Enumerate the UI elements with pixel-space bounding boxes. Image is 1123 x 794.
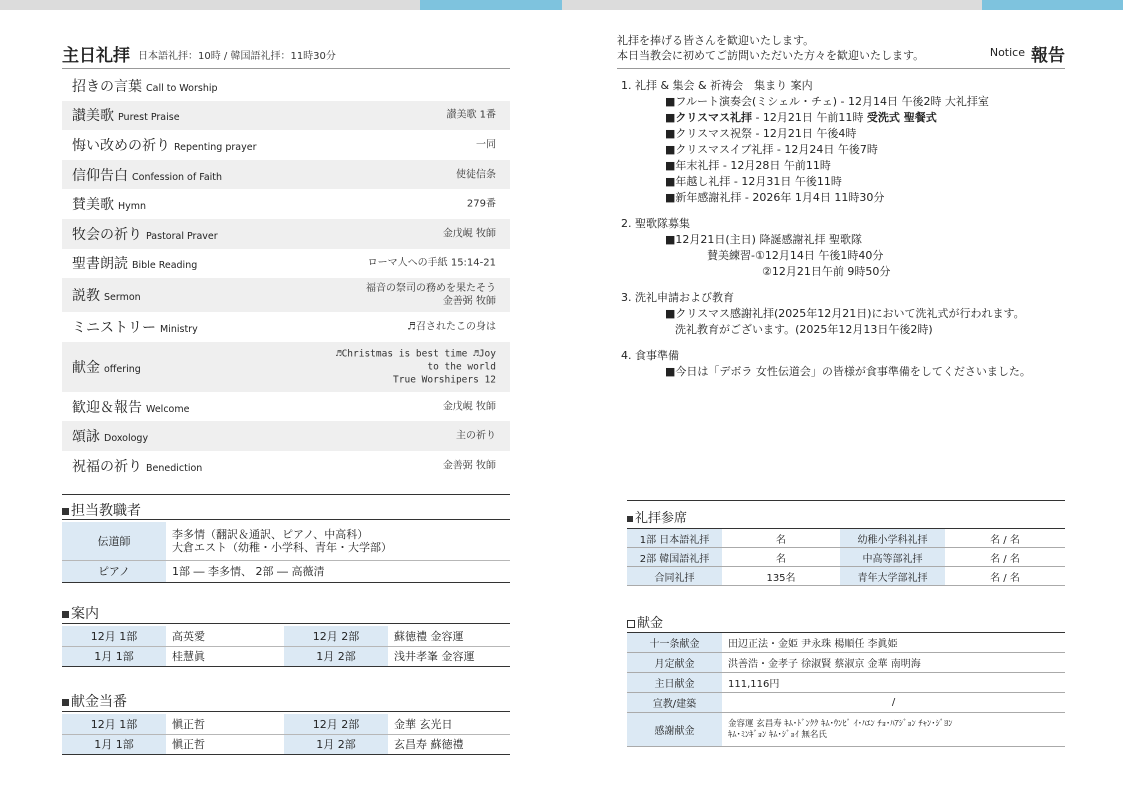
table-row: 宣教/建築 / <box>627 693 1065 713</box>
notice-1: 1. 礼拝 & 集会 & 祈祷会 集まり 案内 ■フルート演奏会(ミシェル・チェ) - 12月14日 午後2時 大礼拝室 ■クリスマス礼拝 - 12月21日 午前11時 受洗式 聖餐式 ■クリスマス祝祭 - 12月21日 午後4時 ■クリスマスイブ礼拝 - 12月24日 午後7時 ■年末礼拝 - 12月28日 午前11時 ■年越し礼拝 - 12月31日 午後11時 ■新年感謝礼拝 - 2026年 1月4日 11時30分 <box>621 78 1065 206</box>
notice-header <box>617 30 1065 69</box>
order-row: 牧会の祈り Pastoral Praver 金戊峴 牧師 <box>62 219 510 249</box>
table-row: 感謝献金 金容運 玄昌寿 ｷﾑ･ﾄﾞﾝｸｸ ｷﾑ･ｳﾝﾋﾞ ｲ･ﾊｴﾝ ﾁｮ･ﾊｱｼﾞｮﾝ ﾁｬﾝ･ｼﾞﾖﾝ ｷﾑ･ﾐﾝｷﾞｮﾝ ｷﾑ･ｼﾞｮｲ 無名氏 <box>627 713 1065 747</box>
list-item: ■新年感謝礼拝 - 2026年 1月4日 11時30分 <box>665 191 885 204</box>
order-header <box>62 38 510 69</box>
table-row: 12月 1部 高英愛 12月 2部 蘇徳禮 金容運 <box>62 626 510 646</box>
guide-table <box>62 626 510 667</box>
top-bar-right <box>562 0 1123 10</box>
notices <box>621 78 1065 390</box>
table-row: 月定献金 洪善浩・金孝子 徐淑賢 蔡淑京 金華 南明海 <box>627 653 1065 673</box>
order-row: 献金 offering ♬Christmas is best time ♬Joy to the world True Worshipers 12 <box>62 342 510 392</box>
order-row: ミニストリー Ministry ♬召されたこの身は <box>72 319 496 336</box>
order-row: 歓迎＆報告 Welcome 金戊峴 牧師 <box>72 399 496 416</box>
table-row: 十一条献金 田辺正法・金姫 尹永珠 楊順任 李眞姫 <box>627 633 1065 653</box>
order-row: 聖書朗読 Bible Reading ローマ人への手紙 15:14-21 <box>72 256 496 273</box>
guide-section-title: 案内 <box>62 598 510 624</box>
list-item: ■フルート演奏会(ミシェル・チェ) - 12月14日 午後2時 大礼拝室 <box>665 95 989 108</box>
table-row: ピアノ 1部 ― 李多情、 2部 ― 高薇清 <box>62 560 510 582</box>
order-row: 悔い改めの祈り Repenting prayer 一同 <box>72 137 496 154</box>
offering-section-title: 献金 <box>627 606 1065 632</box>
list-item: ■クリスマス祝祭 - 12月21日 午後4時 <box>665 127 857 140</box>
notice-4: 4. 食事準備 ■今日は「デボラ 女性伝道会」の皆様が食事準備をしてくださいました。 <box>621 349 1031 378</box>
notice-2: 2. 聖歌隊募集 ■12月21日(主日) 降誕感謝礼拝 聖歌隊 賛美練習-①12月14日 午後1時40分 ②12月21日午前 9時50分 <box>621 217 891 278</box>
order-row: 頌詠 Doxology 主の祈り <box>62 421 510 451</box>
offering-duty-table <box>62 714 510 755</box>
staff-section-title: 担当教職者 <box>62 494 510 520</box>
table-row: 伝道師 李多情（翻訳＆通訳、ピアノ、中高科） 大倉エスト（幼稚・小学科、青年・大学部） <box>62 522 510 560</box>
notice-label: Notice <box>989 46 1025 59</box>
staff-table <box>62 522 510 583</box>
page-title: 主日礼拝 <box>62 46 130 66</box>
welcome-line-1: 礼拝を捧げる皆さんを歓迎いたします。 <box>617 34 815 47</box>
order-row: 賛美歌 Hymn 279番 <box>72 197 496 214</box>
table-row: 1部 日本語礼拝 名 幼稚小学科礼拝 名 / 名 <box>627 529 1065 548</box>
top-bar-left <box>0 0 562 10</box>
order-row: 信仰告白 Confession of Faith 使徒信条 <box>62 160 510 190</box>
square-bullet-icon <box>62 611 69 618</box>
square-bullet-icon <box>62 508 69 515</box>
table-row: 12月 1部 愼正哲 12月 2部 金華 玄光日 <box>62 714 510 734</box>
table-row: 1月 1部 桂慧眞 1月 2部 浅井孝峯 金容運 <box>62 646 510 666</box>
list-item: ■年末礼拝 - 12月28日 午前11時 <box>665 159 831 172</box>
square-outline-icon <box>627 620 635 628</box>
square-bullet-icon <box>62 699 69 706</box>
offering-table <box>627 632 1065 747</box>
notice-title: 報告 <box>1031 46 1065 66</box>
page-subtitle: 日本語礼拝：10時 / 韓国語礼拝：11時30分 <box>138 51 336 62</box>
list-item: ■クリスマスイブ礼拝 - 12月24日 午後7時 <box>665 143 878 156</box>
list-item: ■クリスマス礼拝 - 12月21日 午前11時 受洗式 聖餐式 <box>665 111 937 124</box>
attendance-table <box>627 528 1065 586</box>
table-row: 1月 1部 愼正哲 1月 2部 玄昌寿 蘇徳禮 <box>62 734 510 754</box>
offering-duty-section-title: 献金当番 <box>62 686 510 712</box>
notice-3: 3. 洗礼申請および教育 ■クリスマス感謝礼拝(2025年12月21日)において洗礼式が行われます。 洗礼教育がございます。(2025年12月13日午後2時) <box>621 291 1025 336</box>
table-row: 合同礼拝 135名 青年大学部礼拝 名 / 名 <box>627 567 1065 586</box>
order-row: 招きの言葉 Call to Worship <box>72 78 218 95</box>
order-row: 祝福の祈り Benediction 金善弼 牧師 <box>72 458 496 475</box>
table-row: 2部 韓国語礼拝 名 中高等部礼拝 名 / 名 <box>627 548 1065 567</box>
order-of-worship <box>62 71 510 481</box>
square-bullet-icon <box>627 516 633 522</box>
order-row: 説教 Sermon 福音の祭司の務めを果たそう 金善弼 牧師 <box>62 278 510 312</box>
top-bar-left-accent <box>420 0 562 10</box>
order-row: 讃美歌 Purest Praise 讃美歌 1番 <box>62 101 510 131</box>
top-bar-right-accent <box>982 0 1123 10</box>
attendance-section-title: 礼拝参席 <box>627 500 1065 526</box>
welcome-line-2: 本日当教会に初めてご訪問いただいた方々を歓迎いたします。 <box>617 49 925 62</box>
table-row: 主日献金 111,116円 <box>627 673 1065 693</box>
list-item: ■年越し礼拝 - 12月31日 午後11時 <box>665 175 842 188</box>
